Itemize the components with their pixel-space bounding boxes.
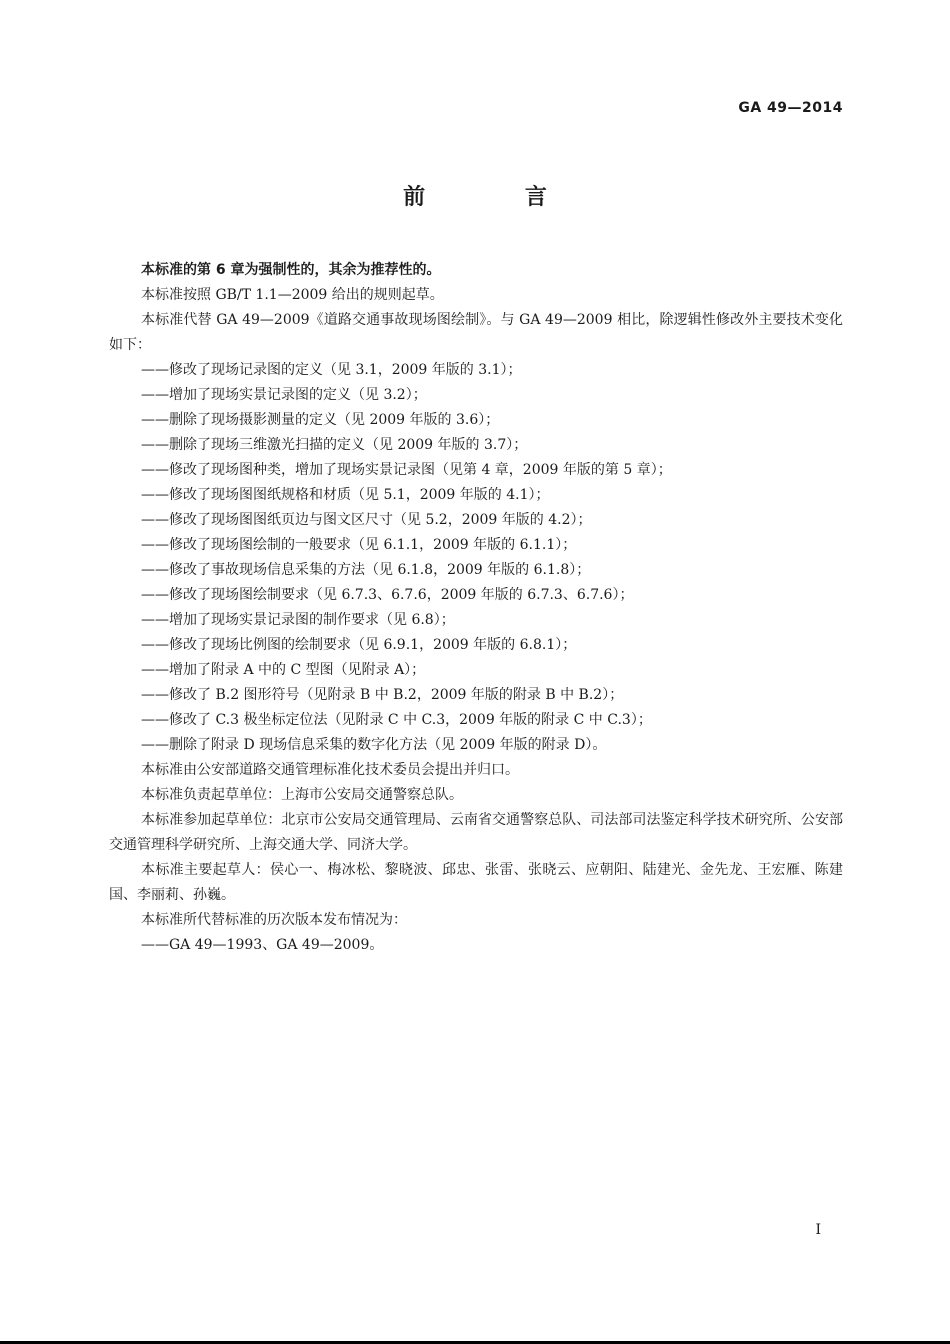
change-list-item: ——修改了现场比例图的绘制要求（见 6.9.1，2009 年版的 6.8.1）； [141, 637, 577, 653]
paragraph-proposer: 本标准由公安部道路交通管理标准化技术委员会提出并归口。 [141, 762, 519, 778]
paragraph-drafting-rules: 本标准按照 GB/T 1.1—2009 给出的规则起草。 [141, 287, 444, 303]
page-title: 前 言 [403, 185, 593, 210]
paragraph-history-intro: 本标准所代替标准的历次版本发布情况为： [141, 912, 407, 928]
change-list-item: ——修改了 B.2 图形符号（见附录 B 中 B.2，2009 年版的附录 B 中 B.2）； [141, 687, 624, 703]
change-list-item: ——删除了现场摄影测量的定义（见 2009 年版的 3.6）； [141, 412, 500, 428]
paragraph-main-drafters: 本标准主要起草人：侯心一、梅冰松、黎晓波、邱忠、张雷、张晓云、应朝阳、陆建光、金先龙、王宏雁、陈建国、李丽莉、孙巍。 [109, 862, 843, 903]
paragraph-lead-drafter: 本标准负责起草单位：上海市公安局交通警察总队。 [141, 787, 463, 803]
paragraph-history-list: ——GA 49—1993、GA 49—2009。 [141, 937, 384, 953]
change-list-item: ——修改了现场图绘制的一般要求（见 6.1.1，2009 年版的 6.1.1）； [141, 537, 577, 553]
change-list-item: ——增加了现场实景记录图的定义（见 3.2）； [141, 387, 427, 403]
change-list-item: ——删除了现场三维激光扫描的定义（见 2009 年版的 3.7）； [141, 437, 528, 453]
change-list-item: ——修改了事故现场信息采集的方法（见 6.1.8，2009 年版的 6.1.8）； [141, 562, 591, 578]
change-list-item: ——增加了附录 A 中的 C 型图（见附录 A）； [141, 662, 426, 678]
change-list-item: ——删除了附录 D 现场信息采集的数字化方法（见 2009 年版的附录 D）。 [141, 737, 607, 753]
change-list-item: ——修改了现场记录图的定义（见 3.1，2009 年版的 3.1）； [141, 362, 522, 378]
paragraph-replacement: 本标准代替 GA 49—2009《道路交通事故现场图绘制》。与 GA 49—2009 相比，除逻辑性修改外主要技术变化如下： [109, 312, 843, 353]
change-list-item: ——修改了现场图图纸页边与图文区尺寸（见 5.2，2009 年版的 4.2）； [141, 512, 592, 528]
change-list-item: ——修改了 C.3 极坐标定位法（见附录 C 中 C.3，2009 年版的附录 C 中 C.3）； [141, 712, 652, 728]
change-list-item: ——修改了现场图绘制要求（见 6.7.3、6.7.6，2009 年版的 6.7.3、6.7.6）； [141, 587, 634, 603]
change-list-item: ——修改了现场图种类，增加了现场实景记录图（见第 4 章，2009 年版的第 5 章）； [141, 462, 672, 478]
paragraph-participating-units: 本标准参加起草单位：北京市公安局交通管理局、云南省交通警察总队、司法部司法鉴定科学技术研究所、公安部交通管理科学研究所、上海交通大学、同济大学。 [109, 812, 843, 853]
page-number: I [815, 1222, 821, 1238]
foreword-body [109, 258, 843, 958]
change-list-item: ——增加了现场实景记录图的制作要求（见 6.8）； [141, 612, 455, 628]
change-list-item: ——修改了现场图图纸规格和材质（见 5.1，2009 年版的 4.1）； [141, 487, 550, 503]
standard-code: GA 49—2014 [738, 100, 843, 116]
paragraph-mandatory-note: 本标准的第 6 章为强制性的，其余为推荐性的。 [141, 262, 441, 278]
